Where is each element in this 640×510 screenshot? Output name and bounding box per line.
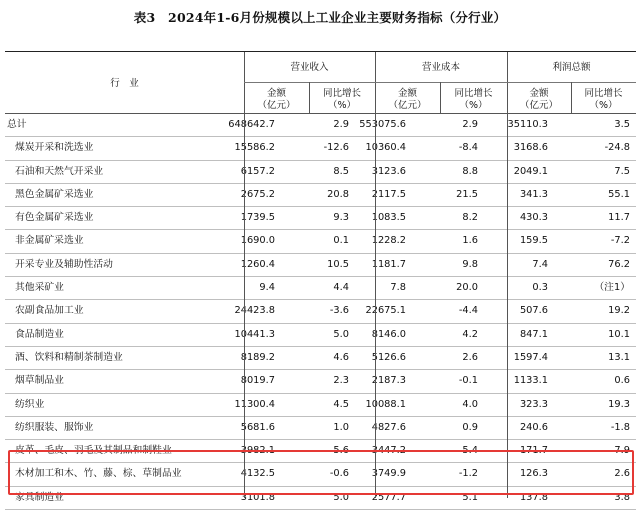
- revenue-growth-cell: 9.3: [333, 212, 349, 224]
- cost-amount-cell: 4827.6: [371, 421, 406, 433]
- revenue-amount-cell: 15586.2: [234, 142, 275, 154]
- profit-amount-cell: 3168.6: [513, 142, 548, 154]
- revenue-growth-cell: -12.6: [323, 142, 349, 154]
- table-header: [5, 52, 636, 114]
- profit-amount-cell: 323.3: [519, 398, 548, 410]
- profit-growth-cell: 13.1: [608, 351, 630, 363]
- table-row: [5, 300, 636, 323]
- cost-growth-header: 同比增长 （%）: [454, 88, 493, 111]
- table-row: [5, 370, 636, 393]
- cost-growth-cell: 1.6: [462, 235, 478, 247]
- industry-name-cell: 烟草制品业: [15, 375, 64, 387]
- highlight-box: [8, 450, 634, 495]
- cost-amount-cell: 10088.1: [365, 398, 406, 410]
- industry-name-cell: 食品制造业: [15, 328, 64, 340]
- table-row: [5, 417, 636, 440]
- revenue-amount-cell: 10441.3: [234, 328, 275, 340]
- cost-amount-cell: 8146.0: [371, 328, 406, 340]
- cost-amount-cell: 5126.6: [371, 351, 406, 363]
- profit-amount-cell: 240.6: [519, 421, 548, 433]
- cost-amount-cell: 3749.9: [371, 468, 406, 480]
- profit-growth-cell: （注1）: [594, 282, 630, 294]
- revenue-amount-cell: 1690.0: [240, 235, 275, 247]
- profit-growth-cell: 7.5: [614, 165, 630, 177]
- profit-growth-cell: 11.7: [608, 212, 630, 224]
- table-row: [5, 161, 636, 184]
- revenue-growth-cell: -3.6: [329, 305, 349, 317]
- profit-growth-cell: 2.6: [614, 468, 630, 480]
- industry-name-cell: 家具制造业: [15, 491, 64, 503]
- revenue-amount-cell: 1260.4: [240, 258, 275, 270]
- profit-growth-cell: 0.6: [614, 375, 630, 387]
- table-row: [5, 137, 636, 160]
- industry-name-cell: 皮革、毛皮、羽毛及其制品和制鞋业: [15, 445, 172, 457]
- profit-growth-cell: 3.5: [614, 119, 630, 130]
- cost-growth-cell: -8.4: [458, 142, 478, 154]
- profit-growth-cell: 7.9: [614, 445, 630, 457]
- industry-name-cell: 总计: [7, 119, 27, 130]
- revenue-header: 营业收入: [290, 62, 329, 73]
- cost-growth-cell: -4.4: [458, 305, 478, 317]
- cost-amount-cell: 1083.5: [371, 212, 406, 224]
- cost-growth-cell: 2.6: [462, 351, 478, 363]
- revenue-amount-cell: 3982.1: [240, 445, 275, 457]
- industry-name-cell: 纺织服装、服饰业: [15, 421, 94, 433]
- profit-growth-cell: -7.2: [610, 235, 630, 247]
- industry-name-cell: 煤炭开采和洗选业: [15, 142, 94, 154]
- revenue-amount-cell: 4132.5: [240, 468, 275, 480]
- cost-amount-cell: 2577.7: [371, 491, 406, 503]
- revenue-growth-cell: 5.6: [333, 445, 349, 457]
- profit-growth-cell: 10.1: [608, 328, 630, 340]
- revenue-growth-cell: 8.5: [333, 165, 349, 177]
- profit-amount-cell: 430.3: [519, 212, 548, 224]
- cost-amount-cell: 2187.3: [371, 375, 406, 387]
- table-title: 表3 2024年1-6月份规模以上工业企业主要财务指标（分行业）: [133, 10, 507, 25]
- cost-amount-cell: 3447.2: [371, 445, 406, 457]
- profit-growth-cell: -24.8: [604, 142, 630, 154]
- industry-name-cell: 石油和天然气开采业: [15, 165, 104, 177]
- profit-amount-cell: 159.5: [519, 235, 548, 247]
- industry-name-cell: 酒、饮料和精制茶制造业: [15, 351, 123, 363]
- cost-growth-cell: 20.0: [456, 282, 478, 294]
- profit-amount-cell: 171.7: [519, 445, 548, 457]
- table-row: [5, 184, 636, 207]
- industry-name-cell: 农副食品加工业: [15, 305, 84, 317]
- cost-growth-cell: 21.5: [456, 188, 478, 200]
- table-row: [5, 230, 636, 253]
- profit-amount-cell: 847.1: [519, 328, 548, 340]
- profit-growth-cell: 19.3: [608, 398, 630, 410]
- industry-name-cell: 黑色金属矿采选业: [15, 188, 94, 200]
- revenue-growth-cell: -0.6: [329, 468, 349, 480]
- profit-growth-cell: 19.2: [608, 305, 630, 317]
- cost-amount-cell: 10360.4: [365, 142, 406, 154]
- cost-amount-cell: 2117.5: [371, 188, 406, 200]
- profit-amount-cell: 0.3: [532, 282, 548, 294]
- revenue-amount-cell: 11300.4: [234, 398, 275, 410]
- revenue-growth-cell: 20.8: [327, 188, 349, 200]
- industry-name-cell: 开采专业及辅助性活动: [15, 258, 113, 270]
- profit-header: 利润总额: [552, 62, 591, 73]
- industry-name-cell: 其他采矿业: [15, 282, 64, 294]
- revenue-amount-cell: 9.4: [259, 282, 275, 294]
- profit-amount-cell: 7.4: [532, 258, 548, 270]
- revenue-amount-cell: 8189.2: [240, 351, 275, 363]
- profit-growth-header: 同比增长 （%）: [584, 88, 623, 111]
- revenue-amount-cell: 2675.2: [240, 188, 275, 200]
- cost-growth-cell: 8.8: [462, 165, 478, 177]
- industry-name-cell: 有色金属矿采选业: [15, 212, 94, 224]
- revenue-growth-cell: 4.6: [333, 351, 349, 363]
- industry-name-cell: 非金属矿采选业: [15, 235, 84, 247]
- cost-growth-cell: 2.9: [462, 119, 478, 130]
- table-row: [5, 347, 636, 370]
- revenue-growth-cell: 5.0: [333, 491, 349, 503]
- revenue-amount-cell: 648642.7: [228, 119, 275, 130]
- cost-amount-cell: 22675.1: [365, 305, 406, 317]
- table-row: [5, 114, 636, 137]
- cost-amount-cell: 553075.6: [359, 119, 406, 130]
- revenue-growth-cell: 1.0: [333, 421, 349, 433]
- table-row: [5, 254, 636, 277]
- profit-amount-cell: 35110.3: [507, 119, 548, 130]
- industry-name-cell: 纺织业: [15, 398, 45, 410]
- cost-growth-cell: 4.2: [462, 328, 478, 340]
- cost-amount-cell: 1228.2: [371, 235, 406, 247]
- cost-amount-cell: 3123.6: [371, 165, 406, 177]
- profit-amount-cell: 2049.1: [513, 165, 548, 177]
- financial-table: [5, 51, 636, 510]
- table-row: [5, 207, 636, 230]
- revenue-amount-cell: 6157.2: [240, 165, 275, 177]
- cost-amount-cell: 1181.7: [371, 258, 406, 270]
- cost-growth-cell: 5.4: [462, 445, 478, 457]
- cost-growth-cell: 9.8: [462, 258, 478, 270]
- cost-growth-cell: 4.0: [462, 398, 478, 410]
- revenue-growth-cell: 2.9: [333, 119, 349, 130]
- cost-growth-cell: 8.2: [462, 212, 478, 224]
- revenue-amount-cell: 8019.7: [240, 375, 275, 387]
- revenue-amount-cell: 3101.8: [240, 491, 275, 503]
- profit-amount-cell: 341.3: [519, 188, 548, 200]
- cost-amount-cell: 7.8: [390, 282, 406, 294]
- cost-header: 营业成本: [421, 62, 460, 73]
- profit-amount-cell: 137.8: [519, 491, 548, 503]
- revenue-amount-cell: 5681.6: [240, 421, 275, 433]
- cost-amount-header: 金额 （亿元）: [388, 88, 427, 111]
- profit-growth-cell: 3.8: [614, 491, 630, 503]
- table-row: [5, 324, 636, 347]
- revenue-amount-cell: 1739.5: [240, 212, 275, 224]
- cost-growth-cell: 5.1: [462, 491, 478, 503]
- profit-growth-cell: -1.8: [610, 421, 630, 433]
- profit-amount-cell: 1133.1: [513, 375, 548, 387]
- revenue-growth-header: 同比增长 （%）: [322, 88, 361, 111]
- profit-amount-cell: 1597.4: [513, 351, 548, 363]
- revenue-growth-cell: 5.0: [333, 328, 349, 340]
- revenue-amount-header: 金额 （亿元）: [257, 88, 296, 111]
- profit-amount-cell: 507.6: [519, 305, 548, 317]
- profit-growth-cell: 55.1: [608, 188, 630, 200]
- profit-amount-header: 金额 （亿元）: [519, 88, 558, 111]
- revenue-amount-cell: 24423.8: [234, 305, 275, 317]
- revenue-growth-cell: 10.5: [327, 258, 349, 270]
- revenue-growth-cell: 0.1: [333, 235, 349, 247]
- table-row: [5, 394, 636, 417]
- profit-growth-cell: 76.2: [608, 258, 630, 270]
- cost-growth-cell: 0.9: [462, 421, 478, 433]
- revenue-growth-cell: 4.4: [333, 282, 349, 294]
- revenue-growth-cell: 4.5: [333, 398, 349, 410]
- revenue-growth-cell: 2.3: [333, 375, 349, 387]
- industry-name-cell: 木材加工和木、竹、藤、棕、草制品业: [15, 468, 182, 480]
- table-row: [5, 277, 636, 300]
- cost-growth-cell: -1.2: [458, 468, 478, 480]
- cost-growth-cell: -0.1: [458, 375, 478, 387]
- industry-header: 行 业: [110, 78, 139, 89]
- profit-amount-cell: 126.3: [519, 468, 548, 480]
